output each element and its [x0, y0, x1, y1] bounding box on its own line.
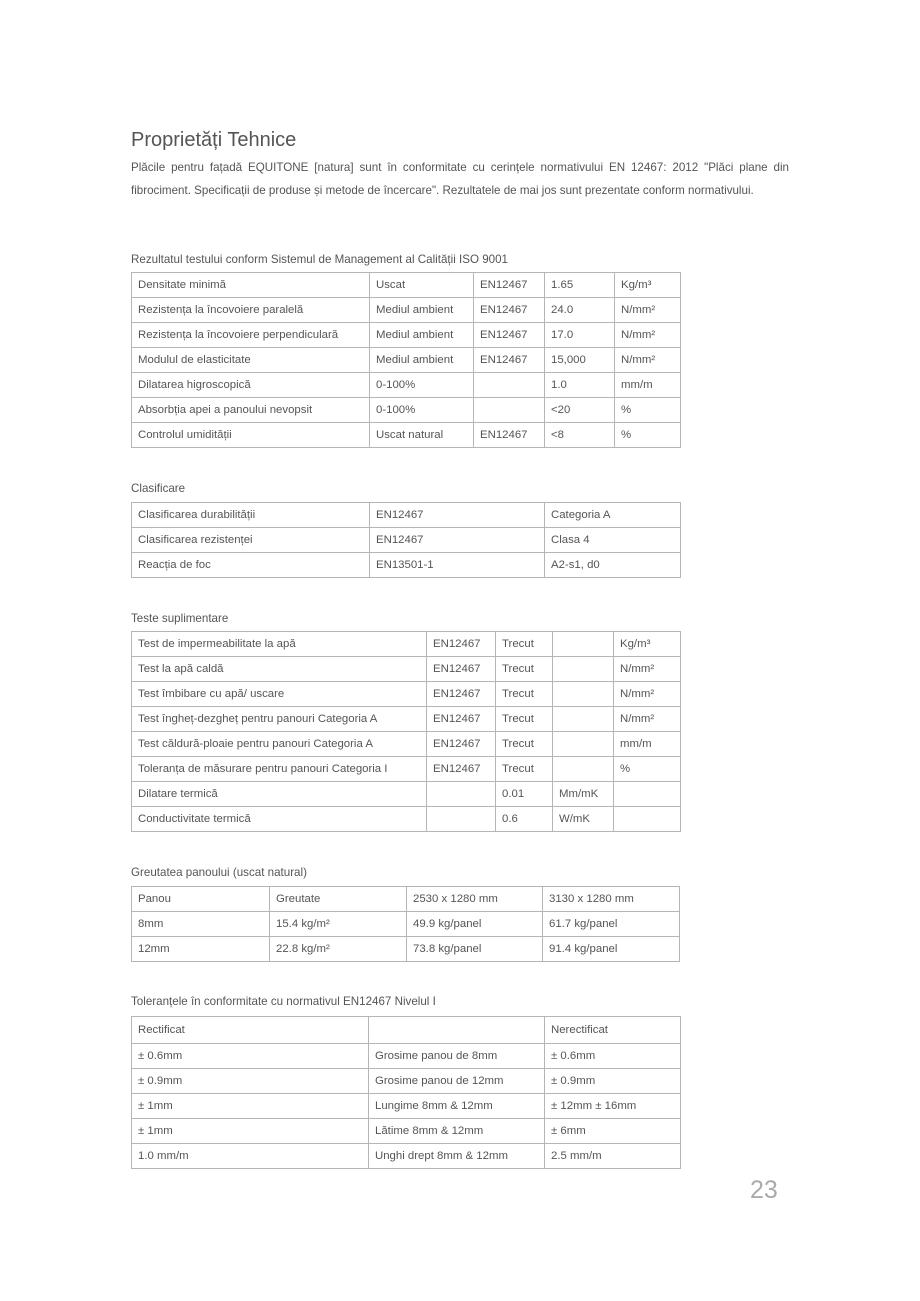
table-cell: N/mm²: [614, 707, 681, 732]
table-cell: N/mm²: [614, 657, 681, 682]
table-cell: 1.0: [545, 373, 615, 398]
table-cell: mm/m: [614, 732, 681, 757]
table-cell: Rezistența la încovoiere paralelă: [132, 298, 370, 323]
table-cell: Trecut: [496, 707, 553, 732]
table-row: [132, 782, 681, 807]
table-row: [132, 682, 681, 707]
table-cell: 0-100%: [370, 373, 474, 398]
panel-weight-table: [131, 886, 680, 962]
table-cell: Grosime panou de 12mm: [369, 1069, 545, 1094]
table-cell: W/mK: [553, 807, 614, 832]
table-cell: 2.5 mm/m: [545, 1144, 681, 1169]
table-cell: EN12467: [427, 732, 496, 757]
table-row: [132, 1144, 681, 1169]
table-cell: 15,000: [545, 348, 615, 373]
table-cell: N/mm²: [615, 348, 681, 373]
table-cell: Trecut: [496, 657, 553, 682]
table-cell: Lătime 8mm & 12mm: [369, 1119, 545, 1144]
table-cell: Test de impermeabilitate la apă: [132, 632, 427, 657]
table-cell: [553, 757, 614, 782]
table-cell: Reacția de foc: [132, 553, 370, 578]
table-cell: A2-s1, d0: [545, 553, 681, 578]
additional-tests-table: [131, 631, 681, 832]
table-row: [132, 657, 681, 682]
table-cell: ± 6mm: [545, 1119, 681, 1144]
page-title: Proprietăți Tehnice: [131, 129, 297, 151]
table-cell: EN12467: [427, 632, 496, 657]
table-row: [132, 323, 681, 348]
table-cell: ± 12mm ± 16mm: [545, 1094, 681, 1119]
table-cell: EN12467: [370, 503, 545, 528]
table-cell: EN12467: [474, 273, 545, 298]
tolerances-table: [131, 1016, 681, 1169]
table-cell: Kg/m³: [615, 273, 681, 298]
table-cell: Clasificarea durabilității: [132, 503, 370, 528]
table-cell: ± 0.6mm: [545, 1044, 681, 1069]
table-cell: Trecut: [496, 682, 553, 707]
table-cell: Clasa 4: [545, 528, 681, 553]
table-cell: Test la apă caldă: [132, 657, 427, 682]
table-cell: Unghi drept 8mm & 12mm: [369, 1144, 545, 1169]
table-cell: [553, 732, 614, 757]
table-cell: Rectificat: [132, 1017, 369, 1044]
page-number: 23: [750, 1176, 778, 1204]
table-row: [132, 553, 681, 578]
table-cell: 17.0: [545, 323, 615, 348]
table-row: [132, 757, 681, 782]
table-cell: Absorbția apei a panoului nevopsit: [132, 398, 370, 423]
table-cell: ± 0.6mm: [132, 1044, 369, 1069]
table-row: [132, 1017, 681, 1044]
table-cell: Dilatare termică: [132, 782, 427, 807]
table-cell: Modulul de elasticitate: [132, 348, 370, 373]
table-cell: ± 1mm: [132, 1119, 369, 1144]
classification-table: [131, 502, 681, 578]
table-cell: EN12467: [474, 298, 545, 323]
table-row: [132, 887, 680, 912]
table-caption-classification: Clasificare: [131, 482, 186, 495]
table-cell: 0.01: [496, 782, 553, 807]
intro-paragraph: Plăcile pentru fațadă EQUITONE [natura] sunt în conformitate cu cerințele normativului EN 12467: 2012 "Plăci plane din fibrociment. Specificații de produse și metode de încercare". Rezultatele de mai jos sunt prezentate conform normativului.: [131, 161, 789, 197]
table-cell: EN12467: [427, 682, 496, 707]
table-cell: %: [615, 398, 681, 423]
table-row: [132, 1069, 681, 1094]
table-cell: 3130 x 1280 mm: [543, 887, 680, 912]
table-row: [132, 503, 681, 528]
table-row: [132, 707, 681, 732]
table-cell: N/mm²: [615, 323, 681, 348]
table-cell: Kg/m³: [614, 632, 681, 657]
table-cell: ± 0.9mm: [132, 1069, 369, 1094]
table-cell: EN12467: [370, 528, 545, 553]
table-cell: [553, 707, 614, 732]
table-cell: Grosime panou de 8mm: [369, 1044, 545, 1069]
table-cell: 24.0: [545, 298, 615, 323]
quality-test-table: [131, 272, 681, 448]
table-cell: EN12467: [474, 323, 545, 348]
table-cell: [474, 373, 545, 398]
table-cell: [369, 1017, 545, 1044]
table-cell: N/mm²: [614, 682, 681, 707]
table-cell: 1.0 mm/m: [132, 1144, 369, 1169]
table-row: [132, 632, 681, 657]
table-row: [132, 423, 681, 448]
table-cell: Lungime 8mm & 12mm: [369, 1094, 545, 1119]
table-row: [132, 732, 681, 757]
table-caption-quality: Rezultatul testului conform Sistemul de Management al Calității ISO 9001: [131, 253, 508, 266]
table-cell: Uscat natural: [370, 423, 474, 448]
table-cell: 61.7 kg/panel: [543, 912, 680, 937]
table-cell: Mediul ambient: [370, 323, 474, 348]
table-row: [132, 373, 681, 398]
table-cell: mm/m: [615, 373, 681, 398]
table-row: [132, 273, 681, 298]
table-row: [132, 398, 681, 423]
table-cell: Trecut: [496, 632, 553, 657]
table-row: [132, 807, 681, 832]
table-cell: 91.4 kg/panel: [543, 937, 680, 962]
table-cell: <20: [545, 398, 615, 423]
table-cell: 49.9 kg/panel: [407, 912, 543, 937]
table-cell: Controlul umidității: [132, 423, 370, 448]
table-caption-panel-weight: Greutatea panoului (uscat natural): [131, 866, 307, 879]
table-cell: Uscat: [370, 273, 474, 298]
table-cell: 73.8 kg/panel: [407, 937, 543, 962]
table-cell: 8mm: [132, 912, 270, 937]
table-cell: EN13501-1: [370, 553, 545, 578]
table-cell: [427, 807, 496, 832]
table-cell: 1.65: [545, 273, 615, 298]
table-cell: Test îmbibare cu apă/ uscare: [132, 682, 427, 707]
table-row: [132, 1119, 681, 1144]
table-cell: %: [615, 423, 681, 448]
table-row: [132, 528, 681, 553]
table-cell: 0.6: [496, 807, 553, 832]
table-cell: [614, 807, 681, 832]
table-cell: 12mm: [132, 937, 270, 962]
table-row: [132, 298, 681, 323]
table-cell: [553, 632, 614, 657]
table-cell: Dilatarea higroscopică: [132, 373, 370, 398]
table-cell: 22.8 kg/m²: [270, 937, 407, 962]
table-cell: Toleranța de măsurare pentru panouri Categoria I: [132, 757, 427, 782]
table-cell: ± 0.9mm: [545, 1069, 681, 1094]
table-row: [132, 912, 680, 937]
table-cell: EN12467: [474, 348, 545, 373]
table-cell: Test îngheț-dezgheț pentru panouri Categoria A: [132, 707, 427, 732]
table-row: [132, 1094, 681, 1119]
table-cell: <8: [545, 423, 615, 448]
table-cell: 2530 x 1280 mm: [407, 887, 543, 912]
table-cell: 15.4 kg/m²: [270, 912, 407, 937]
table-row: [132, 937, 680, 962]
table-cell: EN12467: [427, 757, 496, 782]
table-cell: Trecut: [496, 757, 553, 782]
table-cell: 0-100%: [370, 398, 474, 423]
table-cell: Conductivitate termică: [132, 807, 427, 832]
table-cell: Densitate minimă: [132, 273, 370, 298]
table-cell: Greutate: [270, 887, 407, 912]
table-cell: Mediul ambient: [370, 348, 474, 373]
table-cell: EN12467: [427, 707, 496, 732]
table-cell: [553, 682, 614, 707]
table-cell: [614, 782, 681, 807]
table-cell: EN12467: [474, 423, 545, 448]
table-cell: Panou: [132, 887, 270, 912]
table-cell: Categoria A: [545, 503, 681, 528]
table-caption-additional-tests: Teste suplimentare: [131, 612, 229, 625]
table-cell: Trecut: [496, 732, 553, 757]
table-cell: Mm/mK: [553, 782, 614, 807]
table-cell: [553, 657, 614, 682]
table-cell: Rezistența la încovoiere perpendiculară: [132, 323, 370, 348]
table-cell: Clasificarea rezistenței: [132, 528, 370, 553]
table-cell: [474, 398, 545, 423]
table-cell: ± 1mm: [132, 1094, 369, 1119]
table-cell: [427, 782, 496, 807]
table-cell: EN12467: [427, 657, 496, 682]
table-row: [132, 348, 681, 373]
table-cell: Mediul ambient: [370, 298, 474, 323]
table-cell: Test căldură-ploaie pentru panouri Categoria A: [132, 732, 427, 757]
table-caption-tolerances: Toleranțele în conformitate cu normativul EN12467 Nivelul I: [131, 995, 436, 1008]
table-cell: N/mm²: [615, 298, 681, 323]
table-row: [132, 1044, 681, 1069]
table-cell: %: [614, 757, 681, 782]
table-cell: Nerectificat: [545, 1017, 681, 1044]
